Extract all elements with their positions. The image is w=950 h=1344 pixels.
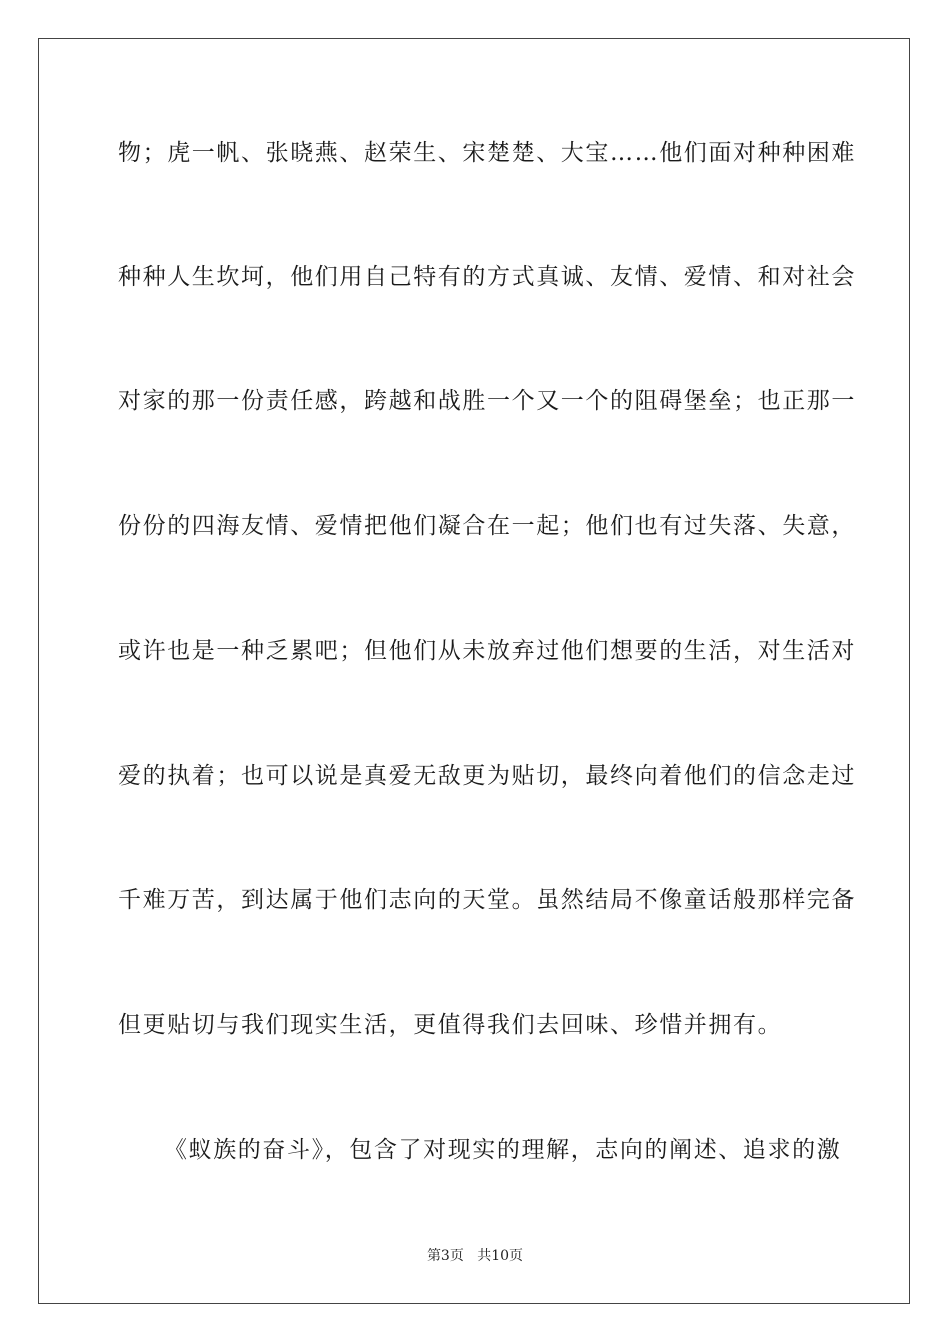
page-footer [0, 1247, 950, 1265]
body-text-line: 但更贴切与我们现实生活，更值得我们去回味、珍惜并拥有。 [118, 1012, 783, 1038]
body-text-line: 千难万苦，到达属于他们志向的天堂。虽然结局不像童话般那样完备 [118, 887, 856, 913]
page-number: 第3页 [426, 1248, 464, 1264]
paragraph-start-line: 《蚁族的奋斗》，包含了对现实的理解，志向的阐述、追求的激 [164, 1137, 842, 1163]
page-total: 共10页 [477, 1248, 524, 1264]
page-border [38, 38, 910, 1304]
body-text-line: 种种人生坎坷，他们用自己特有的方式真诚、友情、爱情、和对社会 [118, 264, 856, 290]
body-text-line: 份份的四海友情、爱情把他们凝合在一起；他们也有过失落、失意， [118, 513, 856, 539]
body-text-line: 或许也是一种乏累吧；但他们从未放弃过他们想要的生活，对生活对 [118, 638, 856, 664]
body-text-line: 爱的执着；也可以说是真爱无敌更为贴切，最终向着他们的信念走过 [118, 763, 856, 789]
body-text-line: 物；虎一帆、张晓燕、赵荣生、宋楚楚、大宝……他们面对种种困难 [118, 140, 856, 166]
body-text-line: 对家的那一份责任感，跨越和战胜一个又一个的阻碍堡垒；也正那一 [118, 388, 856, 414]
